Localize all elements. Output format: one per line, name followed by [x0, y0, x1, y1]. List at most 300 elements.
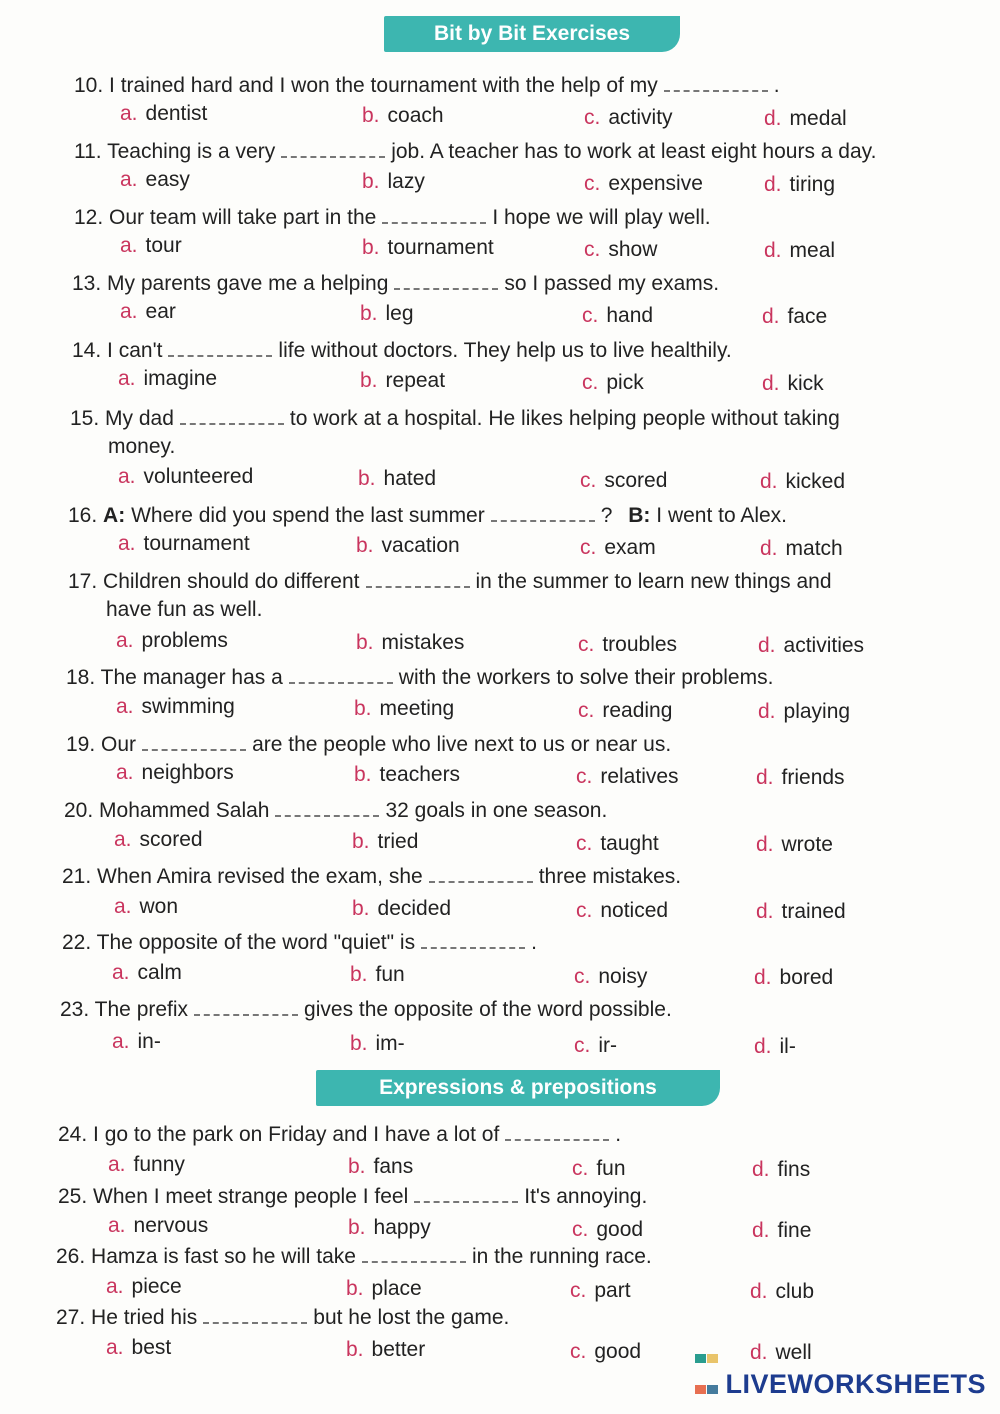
option-letter: c.	[576, 765, 593, 788]
option-letter: a.	[120, 234, 138, 257]
question-number: 12.	[74, 206, 104, 229]
question-number: 19.	[66, 733, 96, 756]
option-a[interactable]	[120, 232, 182, 260]
option-text: dentist	[145, 102, 208, 125]
option-text: fins	[777, 1158, 811, 1181]
option-letter: b.	[356, 534, 374, 557]
answer-blank[interactable]	[194, 996, 298, 1016]
question-text-continued: money.	[108, 435, 176, 458]
option-letter: c.	[572, 1218, 589, 1241]
option-b[interactable]	[356, 629, 464, 657]
option-c[interactable]	[576, 897, 668, 925]
answer-blank[interactable]	[505, 1121, 609, 1141]
option-letter: c.	[582, 304, 599, 327]
question-22	[62, 929, 537, 957]
option-a[interactable]	[106, 1334, 171, 1362]
option-text: show	[608, 238, 658, 261]
question-text: The opposite of the word "quiet" is	[96, 931, 416, 954]
question-11	[74, 138, 876, 166]
option-c[interactable]	[580, 534, 656, 562]
speaker-a-label: A:	[103, 504, 126, 527]
option-d[interactable]	[754, 1033, 796, 1061]
question-number: 14.	[72, 339, 102, 362]
answer-blank[interactable]	[275, 797, 379, 817]
question-text: Our	[101, 733, 137, 756]
option-d[interactable]	[758, 698, 850, 726]
question-mark: ?	[600, 504, 613, 527]
question-15	[70, 405, 840, 433]
option-letter: d.	[752, 1219, 770, 1242]
option-text: playing	[783, 700, 851, 723]
option-text: il-	[779, 1035, 796, 1058]
option-letter: c.	[570, 1340, 587, 1363]
option-text: face	[787, 305, 828, 328]
option-text: activity	[608, 106, 673, 129]
option-letter: b.	[346, 1277, 364, 1300]
question-text: I go to the park on Friday and I have a lot of	[93, 1123, 500, 1146]
option-letter: d.	[756, 766, 774, 789]
option-letter: a.	[118, 367, 136, 390]
option-letter: c.	[578, 633, 595, 656]
option-a[interactable]	[106, 1273, 182, 1301]
question-text: Teaching is a very	[107, 140, 276, 163]
answer-blank[interactable]	[180, 405, 284, 425]
option-a[interactable]	[118, 530, 250, 558]
question-number: 13.	[72, 272, 102, 295]
answer-blank[interactable]	[394, 270, 498, 290]
option-text: hand	[606, 304, 654, 327]
option-letter: a.	[112, 961, 130, 984]
option-text: im-	[375, 1032, 405, 1055]
option-letter: d.	[750, 1280, 768, 1303]
option-letter: b.	[358, 467, 376, 490]
question-text-end: in the running race.	[471, 1245, 652, 1268]
option-letter: a.	[108, 1214, 126, 1237]
option-letter: d.	[764, 107, 782, 130]
option-letter: a.	[116, 695, 134, 718]
option-text: fun	[375, 963, 405, 986]
option-c[interactable]	[574, 1032, 617, 1060]
option-text: good	[596, 1218, 644, 1241]
option-letter: b.	[350, 1032, 368, 1055]
question-text-end: gives the opposite of the word possible.	[304, 998, 672, 1021]
option-text: easy	[145, 168, 190, 191]
option-text: meeting	[379, 697, 455, 720]
option-d[interactable]	[752, 1156, 810, 1184]
question-number: 16.	[68, 504, 98, 527]
option-text: ear	[145, 300, 176, 323]
option-a[interactable]	[120, 166, 190, 194]
option-text: fine	[777, 1219, 812, 1242]
option-d[interactable]	[752, 1217, 811, 1245]
option-b[interactable]	[362, 168, 425, 196]
question-number: 27.	[56, 1306, 86, 1329]
option-letter: b.	[348, 1155, 366, 1178]
option-b[interactable]	[346, 1275, 422, 1303]
question-text: I trained hard and I won the tournament with the help of my	[109, 74, 658, 97]
option-a[interactable]	[120, 100, 207, 128]
question-text-end: so I passed my exams.	[504, 272, 720, 295]
question-text: Children should do different	[103, 570, 360, 593]
option-text: tournament	[387, 236, 494, 259]
question-12	[74, 204, 711, 232]
option-a[interactable]	[120, 298, 176, 326]
question-20	[64, 797, 607, 825]
answer-blank[interactable]	[382, 204, 486, 224]
answer-blank[interactable]	[168, 337, 272, 357]
question-number: 26.	[56, 1245, 86, 1268]
answer-blank[interactable]	[664, 72, 768, 92]
question-text-end: .	[773, 74, 780, 97]
question-text-end: .	[531, 931, 537, 954]
logo-icon	[695, 1340, 721, 1362]
option-text: nervous	[133, 1214, 209, 1237]
option-text: vacation	[381, 534, 460, 557]
option-a[interactable]	[116, 627, 228, 655]
question-text-end: I hope we will play well.	[492, 206, 711, 229]
option-text: swimming	[141, 695, 235, 718]
option-d[interactable]	[756, 764, 845, 792]
option-c[interactable]	[582, 369, 644, 397]
option-letter: b.	[346, 1338, 364, 1361]
option-d[interactable]	[754, 964, 833, 992]
option-text: decided	[377, 897, 452, 920]
option-b[interactable]	[346, 1336, 425, 1364]
option-letter: a.	[112, 1030, 130, 1053]
option-text: tried	[377, 830, 419, 853]
option-d[interactable]	[760, 468, 845, 496]
question-23	[60, 996, 672, 1024]
question-24	[58, 1121, 621, 1149]
option-letter: c.	[576, 899, 593, 922]
option-letter: b.	[362, 170, 380, 193]
option-letter: a.	[116, 629, 134, 652]
option-text: fun	[596, 1157, 626, 1180]
option-a[interactable]	[116, 693, 235, 721]
option-text: activities	[783, 634, 865, 657]
option-letter: b.	[362, 104, 380, 127]
option-b[interactable]	[350, 1030, 405, 1058]
option-text: meal	[789, 239, 836, 262]
option-text: mistakes	[381, 631, 465, 654]
option-text: leg	[385, 302, 414, 325]
option-letter: a.	[120, 102, 138, 125]
question-number: 17.	[68, 570, 98, 593]
option-text: problems	[141, 629, 228, 652]
option-text: volunteered	[143, 465, 254, 488]
option-text: part	[594, 1279, 631, 1302]
option-letter: b.	[354, 763, 372, 786]
question-25	[58, 1183, 647, 1211]
option-c[interactable]	[584, 236, 657, 264]
brand-text: LIVEWORKSHEETS	[725, 1369, 986, 1399]
question-10	[74, 72, 780, 100]
option-a[interactable]	[118, 365, 217, 393]
option-text: match	[785, 537, 843, 560]
option-b[interactable]	[360, 300, 414, 328]
question-number: 25.	[58, 1185, 88, 1208]
option-d[interactable]	[764, 105, 847, 133]
option-text: scored	[604, 469, 668, 492]
option-a[interactable]	[112, 959, 182, 987]
option-text: reading	[602, 699, 673, 722]
section-banner-bit-by-bit	[384, 16, 680, 52]
option-text: better	[371, 1338, 426, 1361]
option-text: good	[594, 1340, 642, 1363]
option-a[interactable]	[114, 893, 178, 921]
option-letter: a.	[118, 532, 136, 555]
option-c[interactable]	[570, 1338, 641, 1366]
option-text: hated	[383, 467, 437, 490]
question-text-end: 32 goals in one season.	[385, 799, 608, 822]
question-14	[72, 337, 732, 365]
question-text-continued: have fun as well.	[106, 598, 263, 621]
option-b[interactable]	[350, 961, 405, 989]
option-text: bored	[779, 966, 834, 989]
option-letter: d.	[756, 900, 774, 923]
option-c[interactable]	[584, 104, 673, 132]
option-letter: a.	[118, 465, 136, 488]
option-letter: c.	[570, 1279, 587, 1302]
option-text: tournament	[143, 532, 250, 555]
question-text-end: .	[615, 1123, 622, 1146]
option-letter: b.	[352, 830, 370, 853]
question-text: The manager has a	[100, 666, 283, 689]
question-number: 10.	[74, 74, 104, 97]
option-text: kick	[787, 372, 824, 395]
option-text: fans	[373, 1155, 414, 1178]
question-number: 22.	[62, 931, 92, 954]
option-text: best	[131, 1336, 172, 1359]
option-letter: d.	[750, 1341, 768, 1364]
option-a[interactable]	[118, 463, 253, 491]
option-a[interactable]	[108, 1212, 208, 1240]
option-c[interactable]	[578, 697, 672, 725]
answer-text: I went to Alex.	[656, 504, 788, 527]
question-text: When I meet strange people I feel	[93, 1185, 409, 1208]
question-27	[56, 1304, 509, 1332]
option-letter: d.	[764, 239, 782, 262]
option-text: tiring	[789, 173, 836, 196]
option-text: taught	[600, 832, 659, 855]
option-text: friends	[781, 766, 845, 789]
option-d[interactable]	[756, 831, 833, 859]
option-letter: b.	[352, 897, 370, 920]
question-text-end: life without doctors. They help us to live healthily.	[278, 339, 732, 362]
question-text: Mohammed Salah	[99, 799, 270, 822]
option-letter: b.	[356, 631, 374, 654]
option-b[interactable]	[358, 465, 436, 493]
option-letter: d.	[762, 305, 780, 328]
option-d[interactable]	[764, 171, 835, 199]
question-19	[66, 731, 671, 759]
option-text: lazy	[387, 170, 425, 193]
option-c[interactable]	[574, 963, 647, 991]
question-text-end: to work at a hospital. He likes helping people without taking	[289, 407, 840, 430]
option-c[interactable]	[580, 467, 667, 495]
question-text-end: in the summer to learn new things and	[475, 570, 832, 593]
question-text-end: job. A teacher has to work at least eight hours a day.	[391, 140, 877, 163]
option-b[interactable]	[352, 828, 418, 856]
option-letter: d.	[756, 833, 774, 856]
option-d[interactable]	[756, 898, 846, 926]
question-text: When Amira revised the exam, she	[97, 865, 423, 888]
option-d[interactable]	[762, 303, 827, 331]
option-letter: d.	[754, 966, 772, 989]
option-a[interactable]	[116, 759, 234, 787]
option-b[interactable]	[356, 532, 460, 560]
option-c[interactable]	[582, 302, 653, 330]
option-text: neighbors	[141, 761, 234, 784]
option-text: ir-	[598, 1034, 617, 1057]
answer-blank[interactable]	[414, 1183, 518, 1203]
option-text: funny	[133, 1153, 185, 1176]
question-16	[68, 502, 787, 530]
section-title: Bit by Bit Exercises	[433, 22, 631, 45]
option-letter: a.	[114, 828, 132, 851]
option-letter: a.	[106, 1275, 124, 1298]
option-c[interactable]	[570, 1277, 631, 1305]
question-number: 24.	[58, 1123, 88, 1146]
question-number: 23.	[60, 998, 90, 1021]
question-21	[62, 863, 681, 891]
question-number: 11.	[74, 140, 102, 163]
option-b[interactable]	[354, 761, 460, 789]
option-letter: b.	[360, 369, 378, 392]
answer-blank[interactable]	[142, 731, 246, 751]
answer-blank[interactable]	[289, 664, 393, 684]
question-number: 18.	[66, 666, 96, 689]
question-text-end: but he lost the game.	[313, 1306, 510, 1329]
option-text: troubles	[602, 633, 678, 656]
option-letter: a.	[114, 895, 132, 918]
option-letter: a.	[106, 1336, 124, 1359]
option-text: well	[775, 1341, 812, 1364]
question-number: 20.	[64, 799, 94, 822]
option-c[interactable]	[576, 830, 659, 858]
option-letter: c.	[584, 238, 601, 261]
option-letter: a.	[120, 168, 138, 191]
speaker-b-label: B:	[628, 504, 651, 527]
option-d[interactable]	[760, 535, 843, 563]
option-c[interactable]	[584, 170, 703, 198]
question-text-end: It's annoying.	[524, 1185, 648, 1208]
question-text: My parents gave me a helping	[107, 272, 389, 295]
option-letter: b.	[360, 302, 378, 325]
option-letter: b.	[350, 963, 368, 986]
option-c[interactable]	[572, 1216, 643, 1244]
answer-blank[interactable]	[421, 929, 525, 949]
question-text: He tried his	[91, 1306, 198, 1329]
question-text-end: three mistakes.	[538, 865, 682, 888]
option-letter: d.	[754, 1035, 772, 1058]
option-letter: a.	[116, 761, 134, 784]
option-text: trained	[781, 900, 846, 923]
option-letter: c.	[580, 469, 597, 492]
question-text: My dad	[105, 407, 174, 430]
option-letter: c.	[584, 106, 601, 129]
option-b[interactable]	[348, 1214, 431, 1242]
option-letter: c.	[580, 536, 597, 559]
question-text: Where did you spend the last summer	[131, 504, 485, 527]
option-a[interactable]	[114, 826, 203, 854]
option-d[interactable]	[764, 237, 835, 265]
answer-blank[interactable]	[491, 502, 595, 522]
option-text: repeat	[385, 369, 446, 392]
liveworksheets-logo[interactable]	[695, 1340, 986, 1400]
option-a[interactable]	[108, 1151, 185, 1179]
question-17-line-2	[106, 596, 262, 624]
option-letter: b.	[362, 236, 380, 259]
option-text: kicked	[785, 470, 846, 493]
answer-blank[interactable]	[366, 568, 470, 588]
option-text: scored	[139, 828, 203, 851]
question-text: Our team will take part in the	[109, 206, 377, 229]
option-letter: b.	[348, 1216, 366, 1239]
question-17	[68, 568, 832, 596]
option-b[interactable]	[354, 695, 454, 723]
option-d[interactable]	[762, 370, 824, 398]
option-b[interactable]	[362, 234, 494, 262]
option-b[interactable]	[360, 367, 445, 395]
option-text: coach	[387, 104, 444, 127]
option-text: club	[775, 1280, 815, 1303]
option-c[interactable]	[578, 631, 677, 659]
option-letter: c.	[578, 699, 595, 722]
option-text: wrote	[781, 833, 833, 856]
question-26	[56, 1243, 652, 1271]
option-text: exam	[604, 536, 656, 559]
option-letter: c.	[584, 172, 601, 195]
question-13	[72, 270, 719, 298]
option-letter: d.	[760, 537, 778, 560]
question-18	[66, 664, 773, 692]
answer-blank[interactable]	[203, 1304, 307, 1324]
option-c[interactable]	[572, 1155, 626, 1183]
option-text: piece	[131, 1275, 182, 1298]
option-text: expensive	[608, 172, 703, 195]
option-text: medal	[789, 107, 847, 130]
option-b[interactable]	[348, 1153, 413, 1181]
option-d[interactable]	[750, 1278, 814, 1306]
option-d[interactable]	[758, 632, 864, 660]
option-letter: a.	[120, 300, 138, 323]
option-b[interactable]	[362, 102, 444, 130]
option-letter: d.	[760, 470, 778, 493]
section-banner-expressions	[316, 1070, 720, 1106]
option-c[interactable]	[576, 763, 679, 791]
section-title: Expressions & prepositions	[379, 1076, 657, 1099]
option-text: relatives	[600, 765, 679, 788]
option-letter: c.	[576, 832, 593, 855]
option-b[interactable]	[352, 895, 451, 923]
answer-blank[interactable]	[281, 138, 385, 158]
option-text: noisy	[598, 965, 648, 988]
answer-blank[interactable]	[362, 1243, 466, 1263]
option-a[interactable]	[112, 1028, 161, 1056]
question-15-line-2	[108, 433, 175, 461]
option-text: noticed	[600, 899, 669, 922]
answer-blank[interactable]	[429, 863, 533, 883]
option-letter: d.	[764, 173, 782, 196]
option-text: pick	[606, 371, 644, 394]
option-text: teachers	[379, 763, 461, 786]
option-letter: d.	[762, 372, 780, 395]
option-text: tour	[145, 234, 182, 257]
option-letter: c.	[574, 965, 591, 988]
question-text-end: with the workers to solve their problems.	[398, 666, 774, 689]
question-text: I can't	[107, 339, 163, 362]
